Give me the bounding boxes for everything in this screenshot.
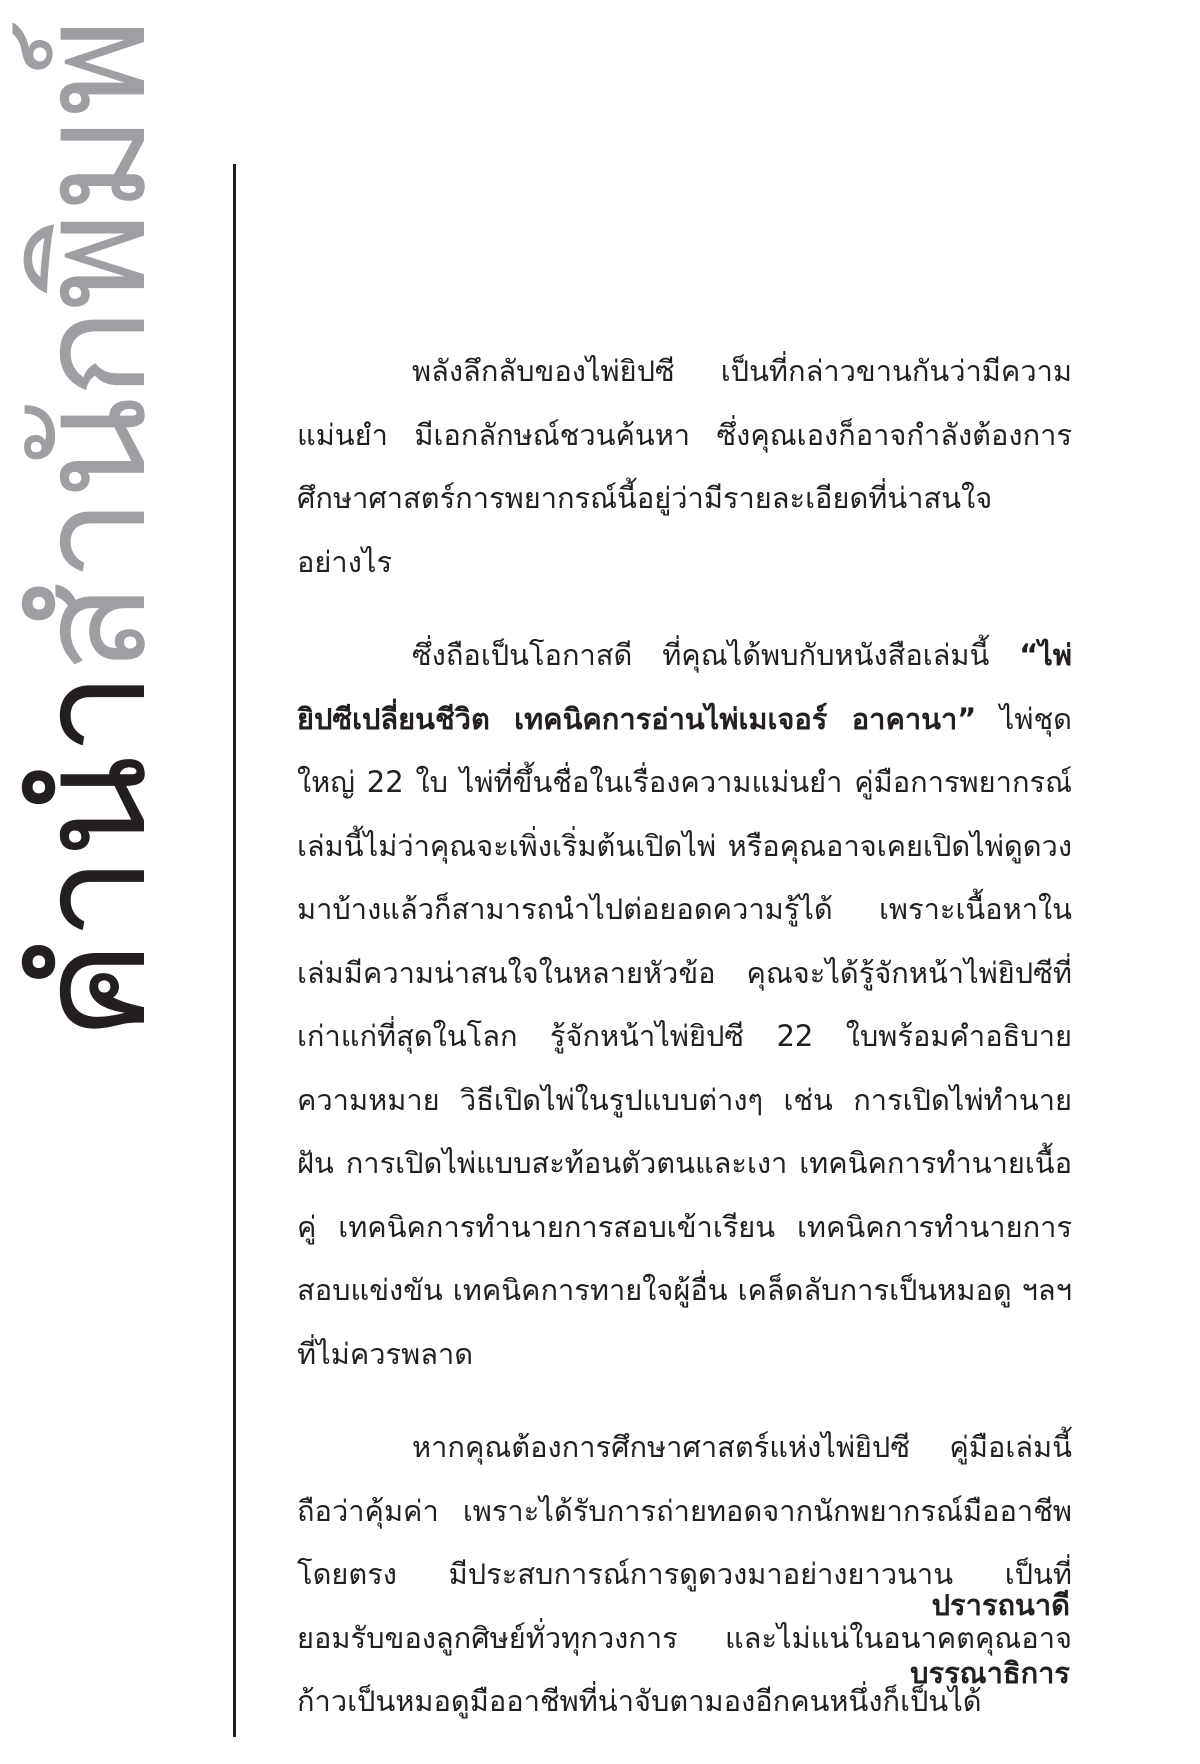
- title-part-dark: คำนำ: [6, 673, 180, 1041]
- paragraph-3: หากคุณต้องการศึกษาศาสตร์แห่งไพ่ยิปซี คู่มือเล่มนี้ถือว่าคุ้มค่า เพราะได้รับการถ่ายทอดจากนักพยากรณ์มืออาชีพโดยตรง มีประสบการณ์การดูดวงมาอย่างยาวนาน เป็นที่ยอมรับของลูกศิษย์ทั่วทุกวงการ และไม่แน่ในอนาคตคุณอาจก้าวเป็นหมอดูมืออาชีพที่น่าจับตามองอีกคนหนึ่งก็เป็นได้: [297, 1430, 1072, 1718]
- body-text: [297, 340, 1072, 1764]
- closing-line: ปรารถนาดี: [931, 1588, 1070, 1622]
- vertical-divider: [233, 164, 236, 1737]
- paragraph-2-before: ซึ่งถือเป็นโอกาสดี ที่คุณได้พบกับหนังสือเล่มนี้: [412, 638, 1020, 672]
- vertical-title: [6, 19, 180, 1041]
- signature-block: [910, 1571, 1070, 1707]
- paragraph-2: [297, 624, 1072, 1386]
- page-title: [6, 19, 180, 1041]
- book-title: “ไพ่ยิปซีเปลี่ยนชีวิต เทคนิคการอ่านไพ่เมเจอร์ อาคานา”: [297, 638, 1072, 736]
- title-part-light: สำนักพิมพ์: [6, 19, 180, 674]
- paragraph-2-after: ไพ่ชุดใหญ่ 22 ใบ ไพ่ที่ขึ้นชื่อในเรื่องความแม่นยำ คู่มือการพยากรณ์เล่มนี้ไม่ว่าคุณจะเพิ่งเริ่มต้นเปิดไพ่ หรือคุณอาจเคยเปิดไพ่ดูดวงมาบ้างแล้วก็สามารถนำไปต่อยอดความรู้ได้ เพราะเนื้อหาในเล่มมีความน่าสนใจในหลายหัวข้อ คุณจะได้รู้จักหน้าไพ่ยิปซีที่เก่าแก่ที่สุดในโลก รู้จักหน้าไพ่ยิปซี 22 ใบพร้อมคำอธิบายความหมาย วิธีเปิดไพ่ในรูปแบบต่างๆ เช่น การเปิดไพ่ทำนายฝัน การเปิดไพ่แบบสะท้อนตัวตนและเงา เทคนิคการทำนายเนื้อคู่ เทคนิคการทำนายการสอบเข้าเรียน เทคนิคการทำนายการสอบแข่งขัน เทคนิคการทายใจผู้อื่น เคล็ดลับการเป็นหมอดู ฯลฯ ที่ไม่ควรพลาด: [297, 701, 1072, 1371]
- author-line: บรรณาธิการ: [910, 1656, 1070, 1690]
- paragraph-1: พลังลึกลับของไพ่ยิปซี เป็นที่กล่าวขานกันว่ามีความแม่นยำ มีเอกลักษณ์ชวนค้นหา ซึ่งคุณเองก็อาจกำลังต้องการศึกษาศาสตร์การพยากรณ์นี้อยู่ว่ามีรายละเอียดที่น่าสนใจอย่างไร: [297, 354, 1072, 579]
